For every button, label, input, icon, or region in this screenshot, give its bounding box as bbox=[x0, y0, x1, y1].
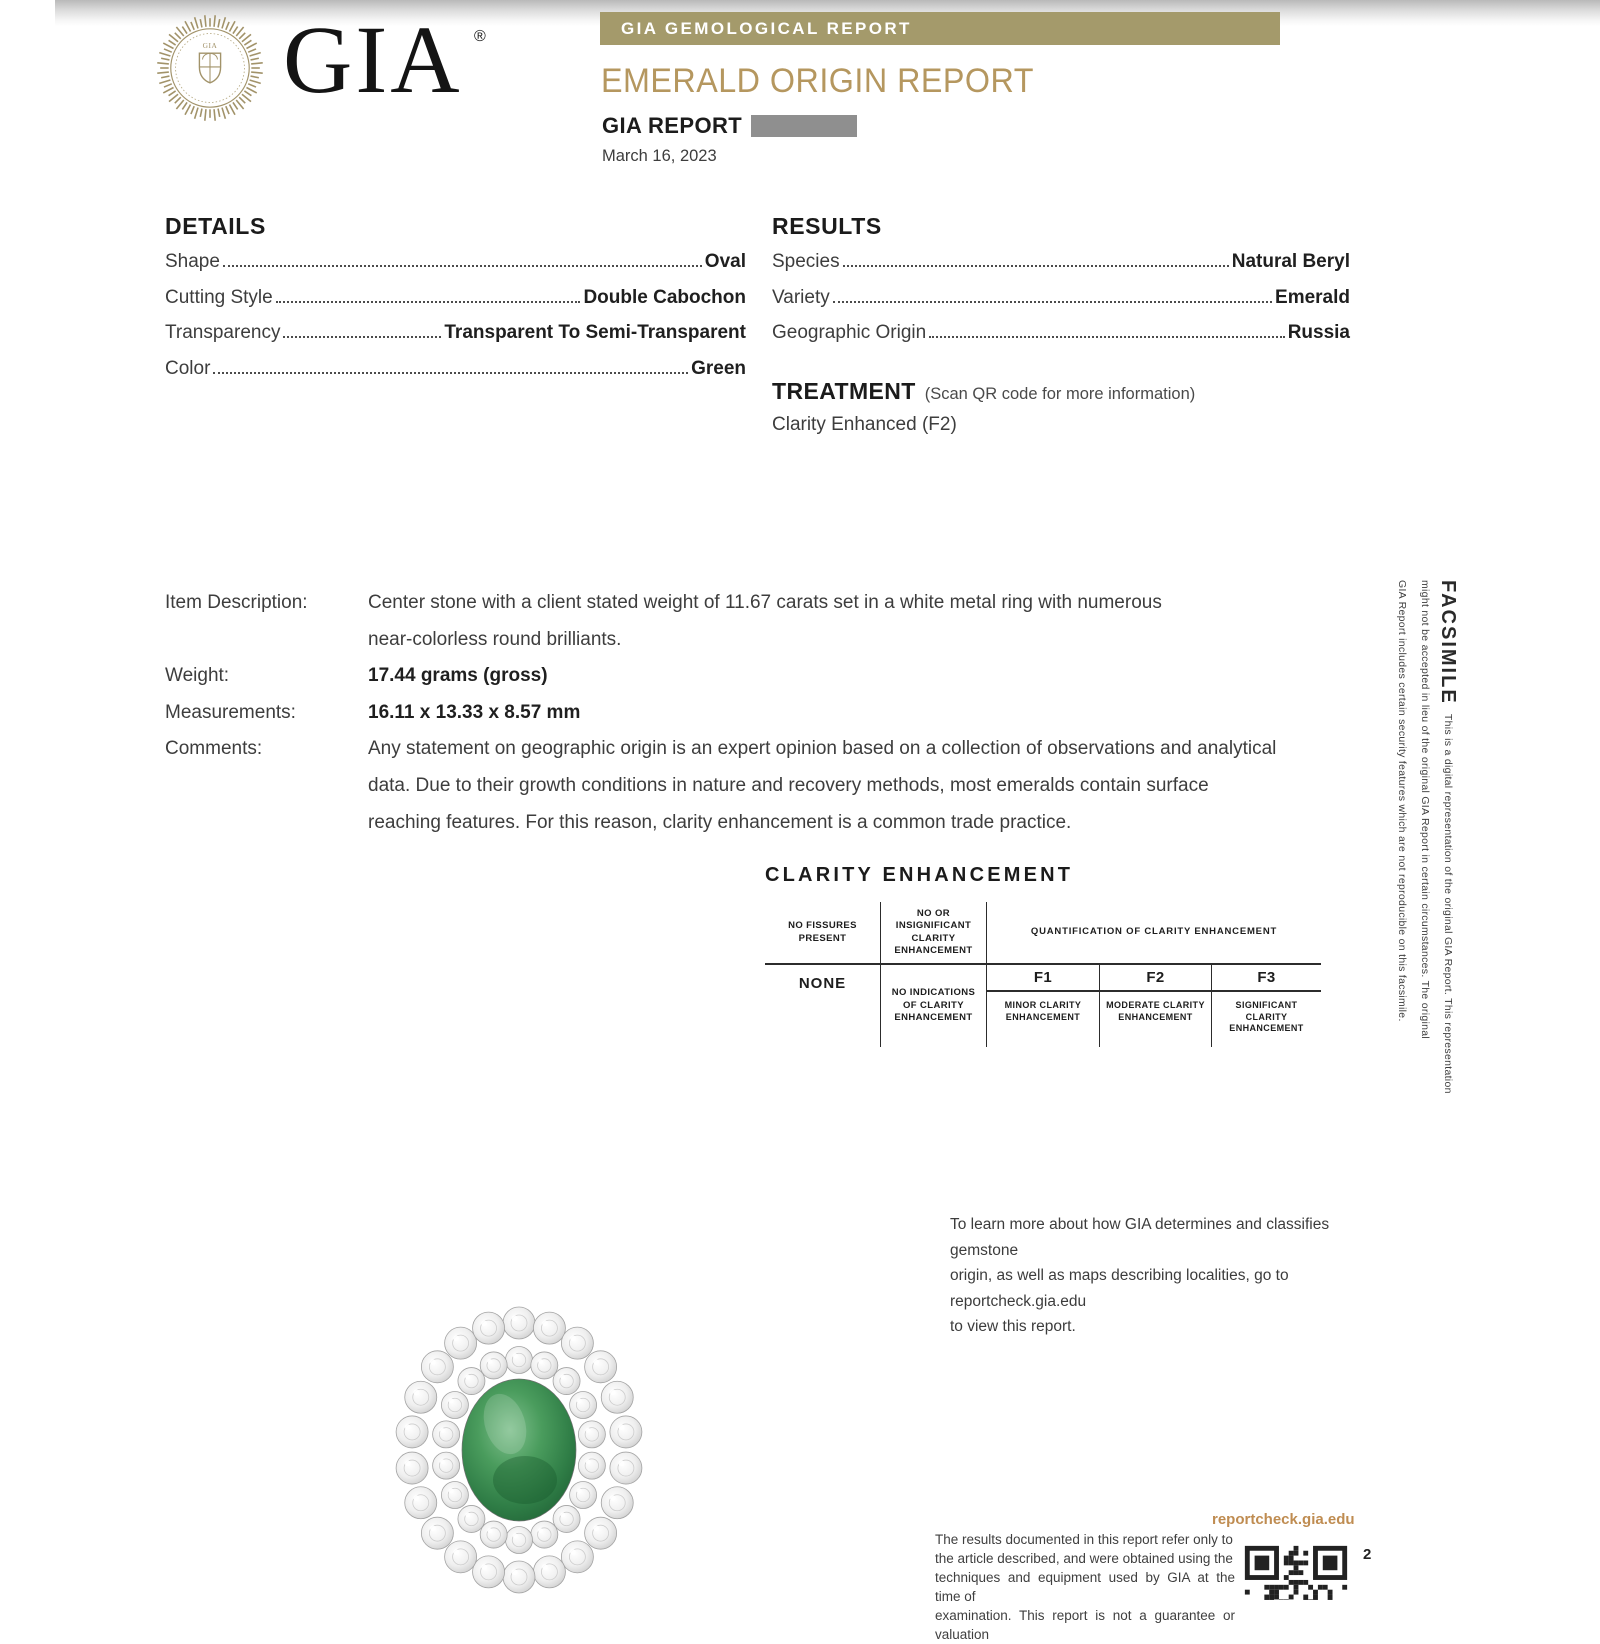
spec-label: Cutting Style bbox=[165, 286, 273, 308]
facsimile-line: might not be accepted in lieu of the original GIA Report in certain circumstances. The original bbox=[1419, 580, 1431, 1040]
dotted-leader bbox=[213, 372, 688, 374]
facsimile-line bbox=[1436, 580, 1459, 1132]
reportcheck-url: reportcheck.gia.edu bbox=[1212, 1511, 1355, 1528]
spec-value: Natural Beryl bbox=[1231, 251, 1350, 272]
spec-label: Variety bbox=[772, 286, 830, 308]
spec-row-cutting-style bbox=[165, 287, 746, 323]
desc-label: Weight: bbox=[165, 665, 230, 687]
page-number: 2 bbox=[1363, 1546, 1372, 1563]
spec-value: Oval bbox=[704, 251, 746, 272]
table-header-no-fissures: NO FISSURES PRESENT bbox=[765, 902, 881, 965]
table-cell-f1: F1 bbox=[987, 965, 1099, 992]
spec-label: Transparency bbox=[165, 322, 281, 343]
spec-label: Geographic Origin bbox=[772, 322, 927, 343]
clarity-enhancement-table bbox=[765, 902, 1321, 1047]
spec-value: Green bbox=[691, 357, 746, 379]
details-section bbox=[165, 251, 746, 393]
desc-row-measurements bbox=[165, 695, 1375, 732]
spec-value: Double Cabochon bbox=[583, 286, 746, 308]
results-section bbox=[772, 251, 1350, 358]
results-disclaimer-line: the article described, and were obtained using the bbox=[935, 1551, 1233, 1566]
learn-more-line: to view this report. bbox=[950, 1318, 1076, 1335]
gia-seal-icon bbox=[157, 15, 263, 121]
desc-value bbox=[368, 731, 1276, 841]
table-header-no-or-insignificant: NO OR INSIGNIFICANT CLARITY ENHANCEMENT bbox=[881, 902, 987, 965]
treatment-note: (Scan QR code for more information) bbox=[924, 385, 1196, 403]
table-header-quantification: QUANTIFICATION OF CLARITY ENHANCEMENT bbox=[987, 902, 1321, 965]
spec-row-species bbox=[772, 251, 1350, 287]
spec-value: Emerald bbox=[1275, 286, 1350, 308]
report-number-redaction bbox=[751, 115, 857, 137]
desc-label: Comments: bbox=[165, 738, 263, 760]
dotted-leader bbox=[833, 301, 1272, 303]
dotted-leader bbox=[283, 336, 441, 338]
results-heading: RESULTS bbox=[772, 213, 882, 239]
desc-row-weight bbox=[165, 658, 1375, 695]
spec-label: Color bbox=[165, 357, 211, 379]
clarity-enhancement-heading: CLARITY ENHANCEMENT bbox=[765, 864, 1074, 886]
table-cell-f3: F3 bbox=[1211, 965, 1321, 992]
dotted-leader bbox=[843, 265, 1229, 267]
learn-more-line: origin, as well as maps describing localities, go to reportcheck.gia.edu bbox=[950, 1267, 1289, 1310]
report-number-line bbox=[602, 113, 857, 139]
spec-row-variety bbox=[772, 287, 1350, 323]
facsimile-line: GIA Report includes certain security features which are not reproducible on this facsimile. bbox=[1396, 580, 1408, 1022]
desc-line: near-colorless round brilliants. bbox=[368, 628, 622, 650]
desc-value: 16.11 x 13.33 x 8.57 mm bbox=[368, 701, 581, 723]
facsimile-title: FACSIMILE bbox=[1437, 580, 1459, 705]
spec-label: Species bbox=[772, 251, 840, 272]
treatment-value: Clarity Enhanced (F2) bbox=[772, 414, 957, 435]
details-heading: DETAILS bbox=[165, 213, 266, 239]
desc-row-comments bbox=[165, 731, 1375, 841]
table-cell-f2: F2 bbox=[1099, 965, 1211, 992]
results-disclaimer-line: The results documented in this report refer only to bbox=[935, 1532, 1233, 1547]
table-cell-significant: SIGNIFICANT CLARITY ENHANCEMENT bbox=[1211, 992, 1321, 1047]
report-banner: GIA GEMOLOGICAL REPORT bbox=[600, 12, 1280, 45]
desc-row-item-description bbox=[165, 585, 1375, 658]
table-cell-minor: MINOR CLARITY ENHANCEMENT bbox=[1004, 1000, 1082, 1022]
desc-label: Measurements: bbox=[165, 701, 296, 723]
report-date: March 16, 2023 bbox=[602, 147, 717, 165]
learn-more-line: To learn more about how GIA determines and classifies gemstone bbox=[950, 1216, 1330, 1259]
desc-value bbox=[368, 585, 1162, 658]
treatment-heading: TREATMENT bbox=[772, 378, 916, 404]
facsimile-sidebar bbox=[1390, 580, 1459, 1132]
desc-line: Center stone with a client stated weight of 11.67 carats set in a white metal ring with numerous bbox=[368, 592, 1162, 613]
desc-line: Any statement on geographic origin is an expert opinion based on a collection of observations and analytical bbox=[368, 738, 1277, 760]
table-cell-moderate: MODERATE CLARITY ENHANCEMENT bbox=[1099, 992, 1211, 1047]
dotted-leader bbox=[223, 265, 702, 267]
qr-code-icon bbox=[1240, 1541, 1352, 1600]
dotted-leader bbox=[929, 336, 1284, 338]
report-title: EMERALD ORIGIN REPORT bbox=[601, 62, 1034, 100]
treatment-section bbox=[772, 378, 1195, 405]
spec-value: Transparent To Semi-Transparent bbox=[444, 322, 746, 343]
results-disclaimer-line: techniques and equipment used by GIA at the time of bbox=[935, 1570, 1235, 1604]
table-cell-none: NONE bbox=[765, 965, 881, 1047]
emerald-ring-photo bbox=[378, 1288, 702, 1600]
desc-line: data. Due to their growth conditions in nature and recovery methods, most emeralds contain surface bbox=[368, 774, 1209, 796]
results-disclaimer bbox=[935, 1530, 1235, 1644]
spec-label: Shape bbox=[165, 251, 220, 272]
spec-row-color bbox=[165, 358, 746, 394]
registered-trademark-icon: ® bbox=[474, 28, 486, 45]
report-number-label: GIA REPORT bbox=[602, 113, 743, 138]
results-disclaimer-line: examination. This report is not a guarantee or valuation bbox=[935, 1608, 1235, 1642]
facsimile-text: This is a digital representation of the original GIA Report. This representation bbox=[1442, 713, 1454, 1094]
desc-line: reaching features. For this reason, clarity enhancement is a common trade practice. bbox=[368, 811, 1072, 833]
spec-row-transparency bbox=[165, 322, 746, 358]
gia-wordmark: GIA bbox=[283, 6, 463, 113]
spec-row-shape bbox=[165, 251, 746, 287]
table-cell-no-indications: NO INDICATIONS OF CLARITY ENHANCEMENT bbox=[881, 965, 987, 1047]
spec-value: Russia bbox=[1287, 322, 1350, 343]
learn-more-note bbox=[950, 1212, 1370, 1340]
desc-value: 17.44 grams (gross) bbox=[368, 665, 548, 687]
svg-text:GIA: GIA bbox=[202, 40, 218, 50]
dotted-leader bbox=[276, 301, 581, 303]
spec-row-geographic-origin bbox=[772, 322, 1350, 358]
item-description-block bbox=[165, 585, 1375, 841]
desc-label: Item Description: bbox=[165, 592, 308, 613]
